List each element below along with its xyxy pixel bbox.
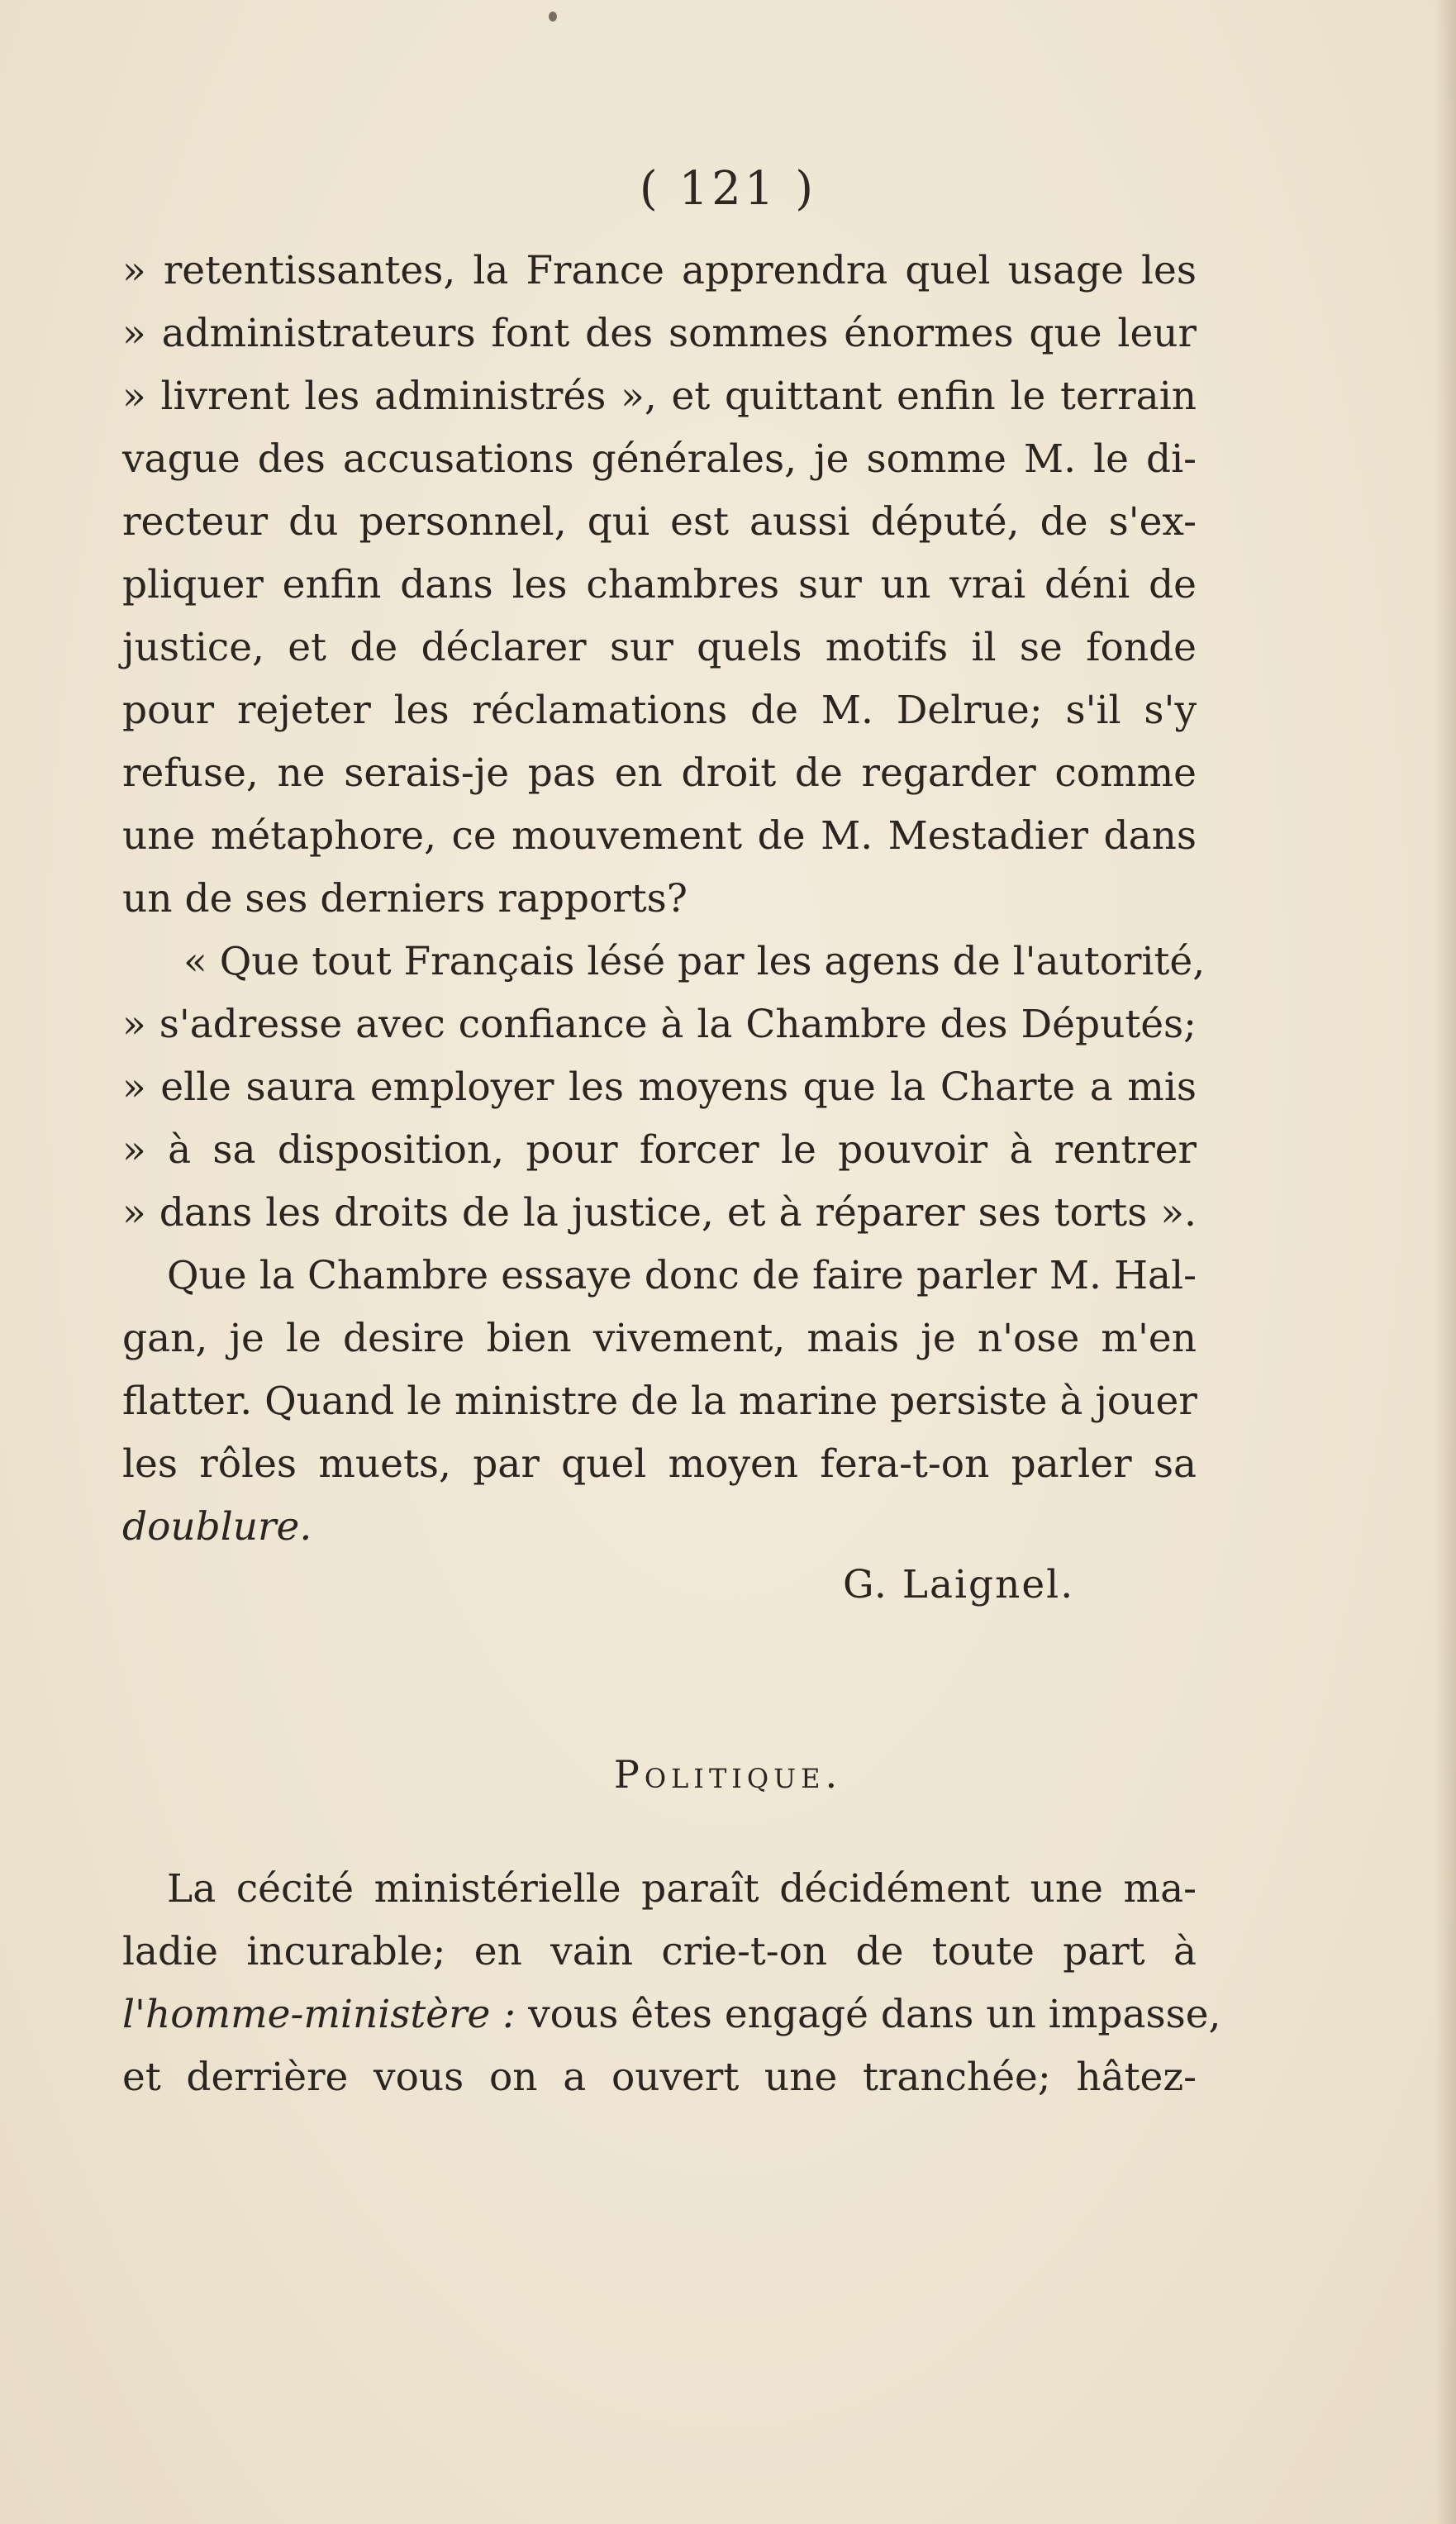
text-line: refuse, ne serais-je pas en droit de regarder comme <box>122 750 1197 796</box>
paragraph-politique <box>122 1858 1221 2109</box>
text-line: Que la Chambre essaye donc de faire parler M. Hal- <box>167 1253 1197 1298</box>
text-line: justice, et de déclarer sur quels motifs il se fonde <box>122 625 1197 670</box>
text-line: La cécité ministérielle paraît décidément une ma- <box>167 1866 1197 1912</box>
text-line: doublure. <box>122 1504 312 1550</box>
text-line: les rôles muets, par quel moyen fera-t-on parler sa <box>122 1441 1197 1487</box>
section-heading: Politique. <box>613 1752 843 1797</box>
text-line: un de ses derniers rapports? <box>122 876 688 921</box>
ink-speck <box>549 12 557 21</box>
text-line <box>122 1983 1221 2046</box>
text-line: une métaphore, ce mouvement de M. Mestadier dans <box>122 813 1197 859</box>
text-line: vague des accusations générales, je somme M. le di- <box>122 436 1197 482</box>
text-span: vous êtes engagé dans un impasse, <box>516 1992 1221 2037</box>
text-line: pour rejeter les réclamations de M. Delrue; s'il s'y <box>122 688 1197 733</box>
text-line: » livrent les administrés », et quittant enfin le terrain <box>122 374 1197 419</box>
quote-line: » elle saura employer les moyens que la Charte a mis <box>122 1064 1197 1110</box>
quote-line: » à sa disposition, pour forcer le pouvoir à rentrer <box>122 1127 1197 1173</box>
text-line: » retentissantes, la France apprendra quel usage les <box>122 248 1197 293</box>
page-edge-shadow <box>1435 0 1456 2524</box>
text-line: recteur du personnel, qui est aussi député, de s'ex- <box>122 499 1197 545</box>
quote-line: « Que tout Français lésé par les agens de l'autorité, <box>183 939 1206 984</box>
text-line: » administrateurs font des sommes énormes que leur <box>122 311 1197 356</box>
text-line: gan, je le desire bien vivement, mais je n'ose m'en <box>122 1316 1197 1361</box>
signature: G. Laignel. <box>843 1562 1075 1607</box>
text-line: ladie incurable; en vain crie-t-on de toute part à <box>122 1929 1197 1974</box>
quote-line: » dans les droits de la justice, et à réparer ses torts ». <box>122 1190 1197 1236</box>
quote-line: » s'adresse avec confiance à la Chambre des Députés; <box>122 1002 1197 1047</box>
text-line: et derrière vous on a ouvert une tranchée; hâtez- <box>122 2055 1197 2100</box>
text-line: pliquer enfin dans les chambres sur un vrai déni de <box>122 562 1197 607</box>
text-line: flatter. Quand le ministre de la marine persiste à jouer <box>122 1379 1197 1424</box>
paragraph-continued <box>122 240 1206 1559</box>
page-number: ( 121 ) <box>639 162 817 216</box>
italic-phrase: l'homme-ministère : <box>122 1992 516 2037</box>
